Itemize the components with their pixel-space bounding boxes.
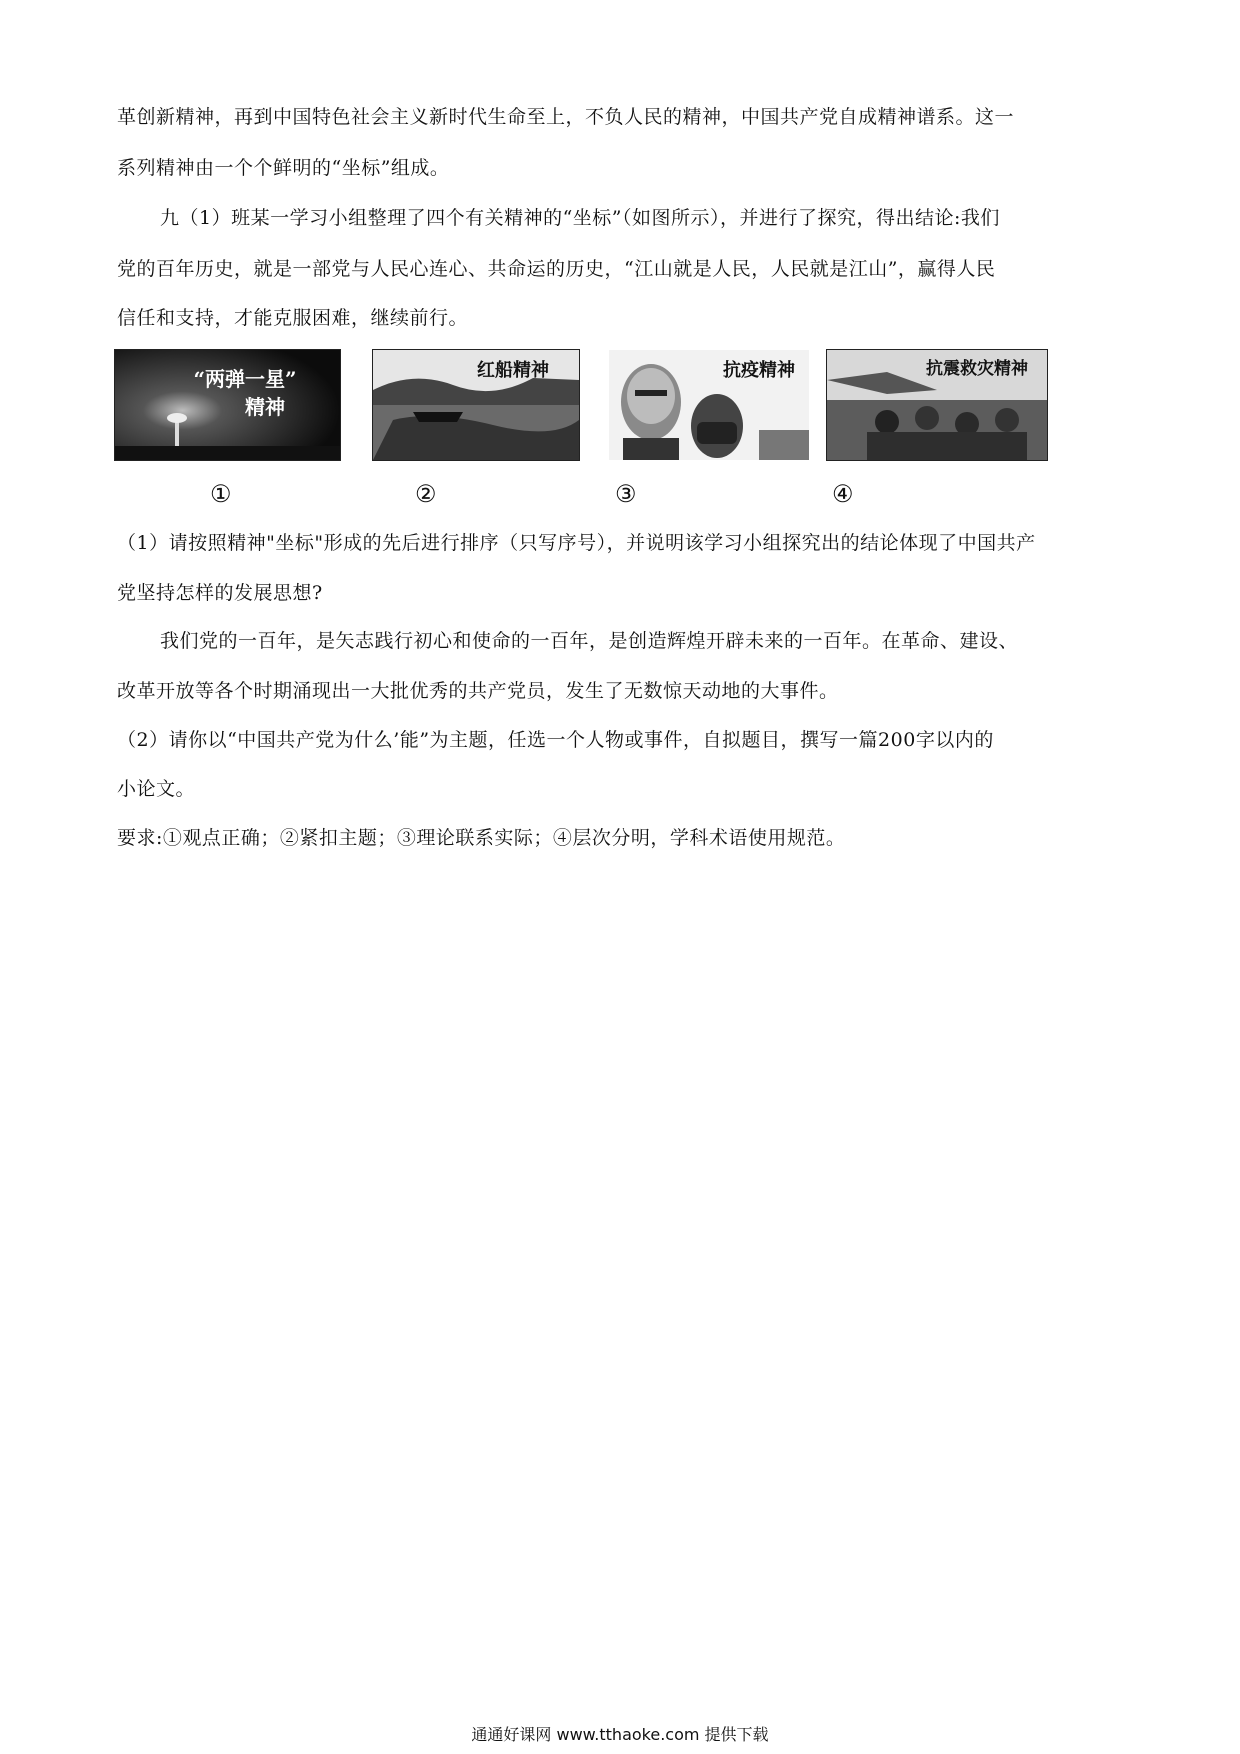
spirit-images-row [114,349,1074,461]
image-red-boat [372,349,580,461]
paragraph-line: 革创新精神，再到中国特色社会主义新时代生命至上，不负人民的精神，中国共产党自成精神谱系。这一 [117,106,1015,128]
image-caption: ② [415,480,437,508]
image-caption: ④ [832,480,854,508]
paragraph-line: 信任和支持，才能克服困难，继续前行。 [117,307,469,329]
image-two-bombs-one-satellite [114,349,341,461]
question-line: （2）请你以“中国共产党为什么’能”为主题，任选一个人物或事件，自拟题目，撰写一篇200字以内的 [117,729,994,751]
image-caption: ③ [615,480,637,508]
image-title: “两弹一星” [193,367,297,391]
paragraph-line: 党的百年历史，就是一部党与人民心连心、共命运的历史，“江山就是人民，人民就是江山”，赢得人民 [117,258,996,280]
requirements-line: 要求:①观点正确；②紧扣主题；③理论联系实际；④层次分明，学科术语使用规范。 [117,827,846,849]
paragraph-line: 九（1）班某一学习小组整理了四个有关精神的“坐标”（如图所示），并进行了探究，得出结论:我们 [160,207,1000,229]
question-line: 小论文。 [117,778,196,800]
image-title: 抗疫精神 [723,360,795,381]
image-caption: ① [210,480,232,508]
image-earthquake-relief [826,349,1048,461]
image-title: 精神 [245,395,285,419]
paragraph-line: 改革开放等各个时期涌现出一大批优秀的共产党员，发生了无数惊天动地的大事件。 [117,680,839,702]
image-anti-epidemic [608,349,810,461]
paragraph-line: 系列精神由一个个鲜明的“坐标”组成。 [117,157,450,179]
question-line: （1）请按照精神"坐标"形成的先后进行排序（只写序号），并说明该学习小组探究出的结论体现了中国共产 [117,532,1036,554]
footer-source-link[interactable]: 通通好课网 www.tthaoke.com 提供下载 [471,1725,769,1744]
image-title: 抗震救灾精神 [926,359,1028,379]
paragraph-line: 我们党的一百年，是矢志践行初心和使命的一百年，是创造辉煌开辟未来的一百年。在革命、建设、 [160,630,1019,652]
question-line: 党坚持怎样的发展思想? [117,582,323,604]
image-title: 红船精神 [477,360,549,381]
